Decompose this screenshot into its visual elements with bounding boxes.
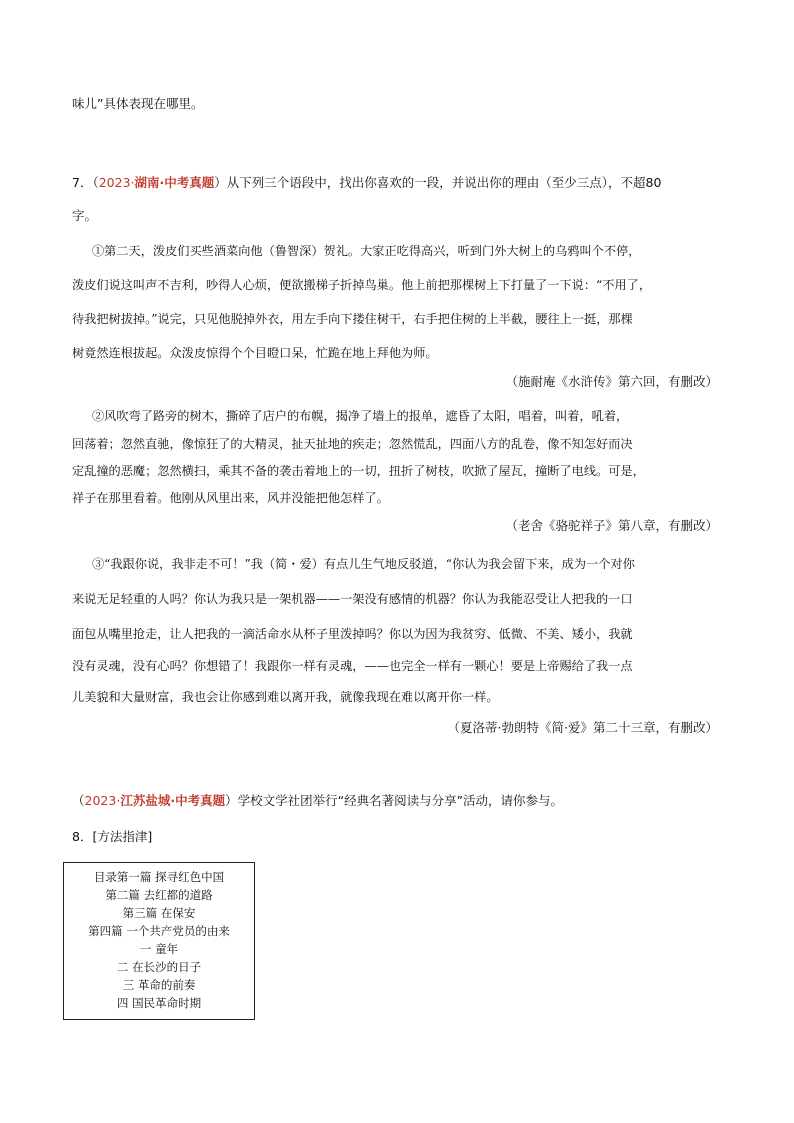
toc-line: 第二篇 去红都的道路	[105, 888, 213, 902]
passage1-line: 树竟然连根拔起。众泼皮惊得个个目瞪口呆，忙跪在地上拜他为师。	[72, 346, 438, 360]
toc-line: 二 在长沙的日子	[116, 960, 202, 974]
q8-label: 8．[方法指津]	[72, 829, 153, 844]
toc-line: 三 革命的前奏	[122, 978, 196, 992]
toc-line: 第三篇 在保安	[122, 906, 196, 920]
passage2-citation: （老舍《骆驼祥子》第八章，有删改）	[505, 518, 718, 533]
q7-prompt-text: 从下列三个语段中，找出你喜欢的一段，并说出你的理由（至少三点），不超80	[226, 175, 662, 190]
passage3-line: 面包从嘴里抢走，让人把我的一滴活命水从杯子里泼掉吗？你以为因为我贫穷、低微、不美、矮小，我就	[72, 627, 633, 641]
q7-prompt-line2: 字。	[72, 208, 98, 223]
passage1-line: ①第二天，泼皮们买些酒菜向他（鲁智深）贺礼。大家正吃得高兴，听到门外大树上的乌鸦叫个不停，	[92, 244, 641, 258]
table-of-contents-image	[63, 862, 255, 1020]
toc-line: 第四篇 一个共产党员的由来	[88, 924, 230, 938]
passage1-citation: （施耐庵《水浒传》第六回，有删改）	[505, 374, 718, 389]
passage2-line: 定乱撞的恶魔；忽然横扫，乘其不备的袭击着地上的一切，扭折了树枝，吹掀了屋瓦，撞断了电线。可是，	[72, 464, 645, 478]
group2-intro-text: 学校文学社团举行“经典名著阅读与分享”活动，请你参与。	[237, 793, 564, 808]
group2-intro	[72, 792, 563, 810]
toc-line: 一 童年	[139, 942, 179, 956]
passage3-line: 儿美貌和大量财富，我也会让你感到难以离开我，就像我现在难以离开你一样。	[72, 690, 499, 704]
passage3-line: 没有灵魂，没有心吗？你想错了！我跟你一样有灵魂，——也完全一样有一颗心！要是上帝赐给了我一点	[72, 659, 633, 673]
passage2-line: ②风吹弯了路旁的树木，撕碎了店户的布幌，揭净了墙上的报单，遮昏了太阳，唱着，叫着，吼着，	[92, 409, 629, 423]
q7-source-tag[interactable]: （2023·湖南·中考真题）	[92, 175, 227, 190]
toc-line: 目录第一篇 探寻红色中国	[93, 870, 225, 884]
passage3-citation: （夏洛蒂·勃朗特《简·爱》第二十三章，有删改）	[447, 720, 718, 735]
toc-line: 四 国民革命时期	[116, 996, 202, 1010]
continuation-text: 味儿”具体表现在哪里。	[72, 96, 204, 111]
q7-number: 7．	[72, 175, 93, 190]
q7-prompt	[72, 174, 661, 192]
group2-source-tag[interactable]: （2023·江苏盐城·中考真题）	[72, 793, 238, 808]
passage3-line: 来说无足轻重的人吗？你认为我只是一架机器——一架没有感情的机器？你认为我能忍受让人把我的一口	[72, 592, 633, 606]
passage2-line: 回荡着；忽然直驰，像惊狂了的大精灵，扯天扯地的疾走；忽然慌乱，四面八方的乱卷，像不知怎好而决	[72, 437, 633, 451]
passage1-line: 泼皮们说这叫声不吉利，吵得人心烦，便欲搬梯子折掉鸟巢。他上前把那棵树上下打量了一下说：“不用了，	[72, 278, 652, 292]
passage3-line: ③“我跟你说，我非走不可！”我（简・爱）有点儿生气地反驳道，“你认为我会留下来，成为一个对你	[92, 557, 635, 571]
passage2-line: 祥子在那里看着。他刚从风里出来，风并没能把他怎样了。	[72, 491, 389, 505]
passage1-line: 待我把树拔掉。”说完，只见他脱掉外衣，用左手向下搂住树干，右手把住树的上半截，腰往上一挺，那棵	[72, 312, 633, 326]
